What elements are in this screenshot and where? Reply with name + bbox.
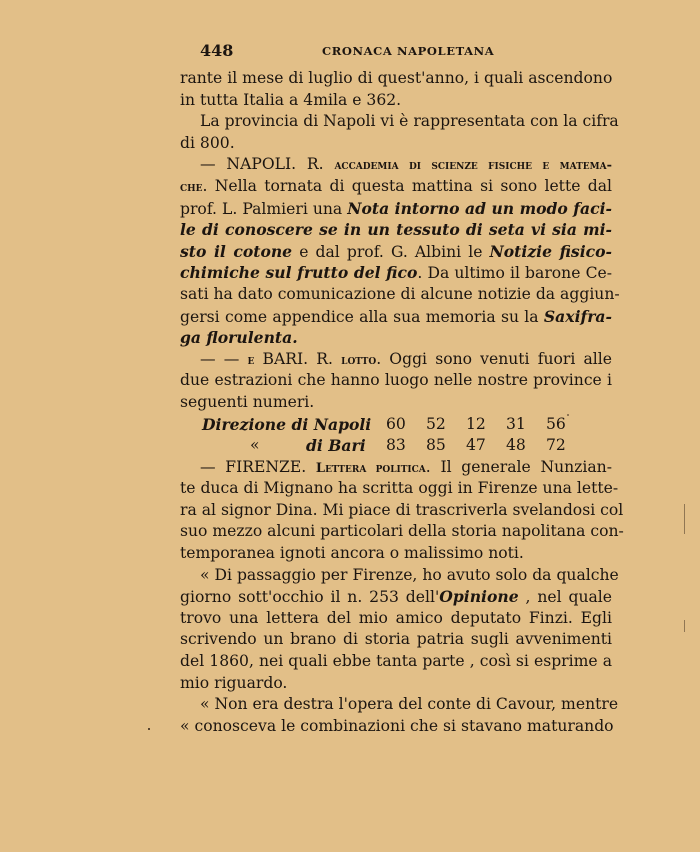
lotto-number: 12: [466, 414, 486, 433]
lotto-label: di Bari: [306, 436, 366, 456]
text-line: due estrazioni che hanno luogo nelle nostre province i: [180, 371, 612, 390]
lotto-number: 47: [466, 436, 486, 455]
text-line: [180, 262, 612, 284]
italic-run: Saxifra-: [543, 306, 612, 326]
text-line: « Non era destra l'opera del conte di Cavour, mentre: [200, 695, 619, 714]
text-run: — —: [200, 349, 248, 368]
lotto-numbers: [386, 435, 586, 457]
text-line: del 1860, nei quali ebbe tanta parte , così si esprime a: [180, 652, 612, 671]
text-line: [180, 198, 612, 220]
italic-run: le di conoscere se in un tessuto di seta vi sia mi-: [180, 220, 612, 240]
italic-run: Notizie fisico-: [489, 241, 612, 261]
text-line: temporanea ignoti ancora o malissimo noti.: [180, 544, 524, 563]
text-run: . Il generale Nunzian-: [425, 457, 612, 476]
lotto-number: 85: [426, 436, 446, 455]
text-line: di 800.: [180, 133, 235, 152]
text-line: [180, 241, 612, 263]
lotto-number: 31: [506, 414, 526, 433]
text-line: ra al signor Dina. Mi piace di trascriverla svelandosi col: [180, 500, 624, 519]
body-text: [180, 68, 624, 737]
running-header: [180, 41, 612, 61]
text-line: « conosceva le combinazioni che si stavano maturando: [180, 716, 614, 735]
lotto-number: 56: [546, 414, 566, 433]
small-caps-run: accademia di scienze fisiche e matema-: [334, 158, 612, 174]
text-line: scrivendo un brano di storia patria sugli avvenimenti: [180, 630, 612, 649]
text-line: mio riguardo.: [180, 673, 288, 692]
lotto-number: 83: [386, 436, 406, 455]
lotto-number: 72: [546, 436, 566, 455]
text-line: rante il mese di luglio di quest'anno, i quali ascendono: [180, 69, 613, 87]
scan-speck: [567, 414, 569, 416]
text-line: seguenti numeri.: [180, 392, 315, 411]
lotto-label: Direzione di Napoli: [202, 414, 372, 434]
scan-speck: [684, 620, 685, 632]
text-run: . Nella tornata di questa mattina si sono lette dal: [202, 176, 612, 195]
italic-run: Opinione: [439, 587, 519, 607]
text-line: in tutta Italia a 4mila e 362.: [180, 90, 402, 109]
text-line: [180, 306, 612, 328]
text-run: , nel quale: [518, 588, 613, 607]
lotto-row-bari: [180, 435, 612, 457]
text-line: [180, 176, 612, 198]
text-run: prof. L. Palmieri una: [180, 199, 348, 218]
text-line: [180, 586, 612, 608]
lotto-number: 48: [506, 436, 526, 455]
text-line: La provincia di Napoli vi è rappresentata con la cifra: [200, 112, 619, 131]
small-caps-run: e: [247, 352, 255, 368]
italic-run: ga florulenta.: [180, 328, 298, 348]
scan-speck: [684, 504, 685, 534]
text-line: trovo una lettera del mio amico deputato Finzi. Egli: [180, 608, 612, 627]
text-line: « Di passaggio per Firenze, ho avuto solo da qualche: [200, 565, 619, 584]
text-line: [180, 457, 612, 479]
small-caps-run: lotto: [341, 352, 377, 368]
italic-run: Nota intorno ad un modo faci-: [347, 198, 612, 218]
text-line: [180, 219, 612, 241]
italic-run: sto il cotone: [180, 241, 293, 261]
text-run: gersi come appendice alla sua memoria su la: [180, 307, 544, 326]
italic-run: chimiche sul frutto del fico: [180, 263, 418, 283]
scan-speck: [148, 728, 150, 730]
small-caps-run: Lettera politica: [315, 460, 426, 476]
lotto-row-napoli: [180, 414, 612, 436]
text-run: . Oggi sono venuti fuori alle: [376, 349, 612, 368]
text-run: e dal prof. G. Albini le: [292, 242, 490, 261]
text-run: giorno sott'occhio il n. 253 dell': [180, 588, 440, 607]
page-number: 448: [200, 41, 234, 60]
text-line: [180, 327, 612, 349]
text-line: [180, 349, 612, 371]
lotto-number: 60: [386, 414, 406, 433]
small-caps-run: che: [180, 179, 203, 195]
text-line: te duca di Mignano ha scritta oggi in Firenze una lette-: [180, 479, 619, 498]
text-line: suo mezzo alcuni particolari della storia napolitana con-: [180, 522, 624, 541]
text-line: [180, 154, 612, 176]
text-run: — FIRENZE.: [200, 457, 316, 476]
lotto-number: 52: [426, 414, 446, 433]
text-run: . Da ultimo il barone Ce-: [417, 264, 612, 283]
text-run: BARI. R.: [254, 349, 342, 368]
ditto-mark: «: [250, 436, 260, 455]
lotto-numbers: [386, 414, 586, 436]
text-line: sati ha dato comunicazione di alcune notizie da aggiun-: [180, 284, 620, 303]
text-run: — NAPOLI. R.: [200, 155, 335, 174]
running-title: CRONACA NAPOLETANA: [322, 44, 495, 58]
